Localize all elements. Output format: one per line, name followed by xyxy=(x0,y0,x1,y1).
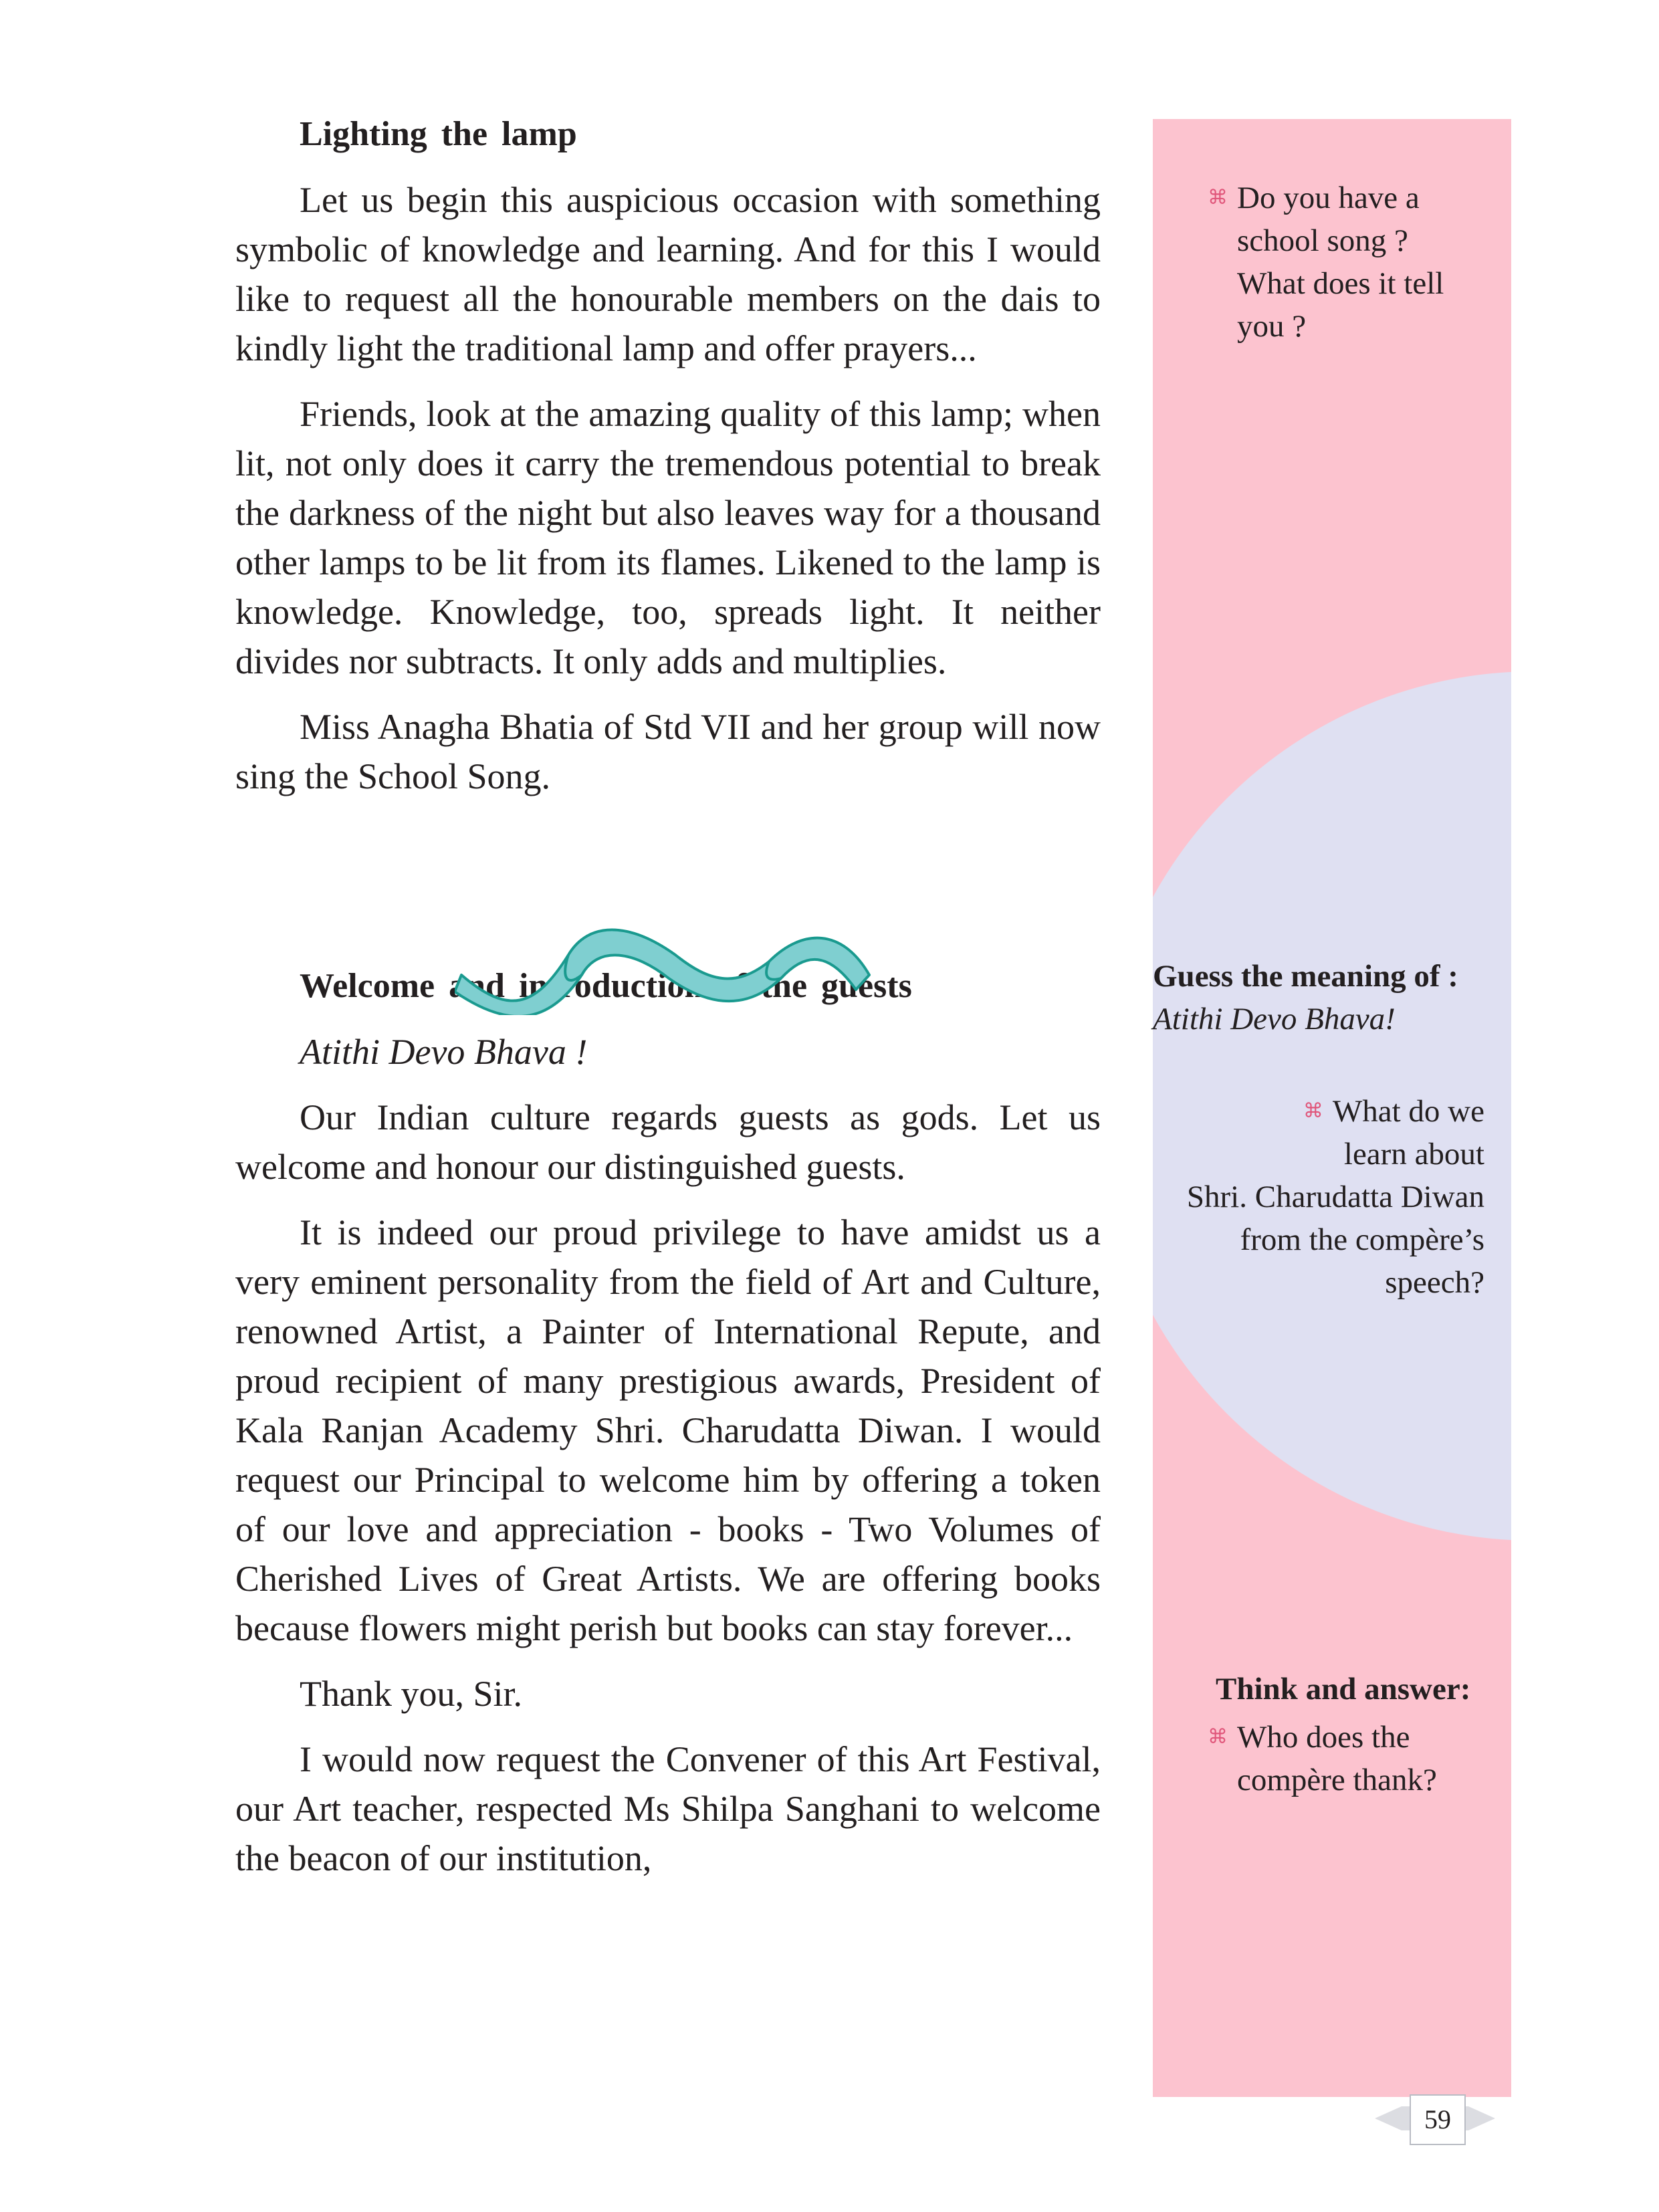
think-and-answer-title: Think and answer: xyxy=(1216,1672,1471,1706)
heading-lighting-the-lamp: Lighting the lamp xyxy=(300,115,577,153)
paragraph-lamp-intro: Let us begin this auspicious occasion with something symbolic of knowledge and learning. And for this I would like to request all the honourable members on the dais to kindly light the traditional lamp and offer prayers... xyxy=(235,180,1101,368)
heading-welcome-guests: Welcome and introduction of the guests xyxy=(300,967,912,1005)
paragraph-chief-guest: It is indeed our proud privilege to have amidst us a very eminent personality from the field of Art and Culture, renowned Artist, a Painter of International Repute, and proud recipient of many prestigious awards, President of Kala Ranjan Academy Shri. Charudatta Diwan. I would request our Principal to welcome him by offering a token of our love and appreciation - books - Two Volumes of Cherished Lives of Great Artists. We are offering books because flowers might perish but books can stay forever... xyxy=(235,1212,1101,1648)
sidebar-question-compere-thank xyxy=(1208,1716,1502,1801)
paragraph-school-song: Miss Anagha Bhatia of Std VII and her group will now sing the School Song. xyxy=(235,707,1101,796)
paragraph-convener: I would now request the Convener of this Art Festival, our Art teacher, respected Ms Shilpa Sanghani to welcome the beacon of our institution, xyxy=(235,1739,1101,1878)
question-line: from the compère’s xyxy=(1240,1222,1484,1257)
question-text: Do you have a school song ? What does it tell you ? xyxy=(1237,181,1444,344)
guess-meaning-phrase: Atithi Devo Bhava! xyxy=(1153,1002,1396,1036)
question-line: learn about xyxy=(1343,1137,1484,1172)
sidebar-question-school-song xyxy=(1208,177,1502,348)
question-line: What do we xyxy=(1332,1094,1484,1129)
bullet-icon: ⌘ xyxy=(1303,1100,1323,1122)
page-number: 59 xyxy=(1410,2094,1466,2145)
page-number-tab xyxy=(1375,2093,1495,2144)
wave-ribbon-decoration xyxy=(455,915,883,1015)
paragraph-thank-you: Thank you, Sir. xyxy=(300,1674,522,1714)
bullet-icon: ⌘ xyxy=(1208,187,1228,209)
sidebar-question-learn-about xyxy=(1137,1090,1484,1304)
question-line: Shri. Charudatta Diwan xyxy=(1186,1180,1484,1214)
paragraph-indian-culture: Our Indian culture regards guests as gods. Let us welcome and honour our distinguished guests. xyxy=(235,1097,1101,1187)
question-text: Who does the compère thank? xyxy=(1237,1720,1437,1797)
bullet-icon: ⌘ xyxy=(1208,1726,1228,1748)
motto-atithi-devo-bhava: Atithi Devo Bhava ! xyxy=(300,1032,588,1072)
paragraph-lamp-quality: Friends, look at the amazing quality of this lamp; when lit, not only does it carry the tremendous potential to break the darkness of the night but also leaves way for a thousand other lamps to be lit from its flames. Likened to the lamp is knowledge. Knowledge, too, spreads light. It neither divides nor subtracts. It only adds and multiplies. xyxy=(235,394,1101,681)
question-line: speech? xyxy=(1385,1265,1484,1300)
guess-meaning-title: Guess the meaning of : xyxy=(1153,959,1458,994)
